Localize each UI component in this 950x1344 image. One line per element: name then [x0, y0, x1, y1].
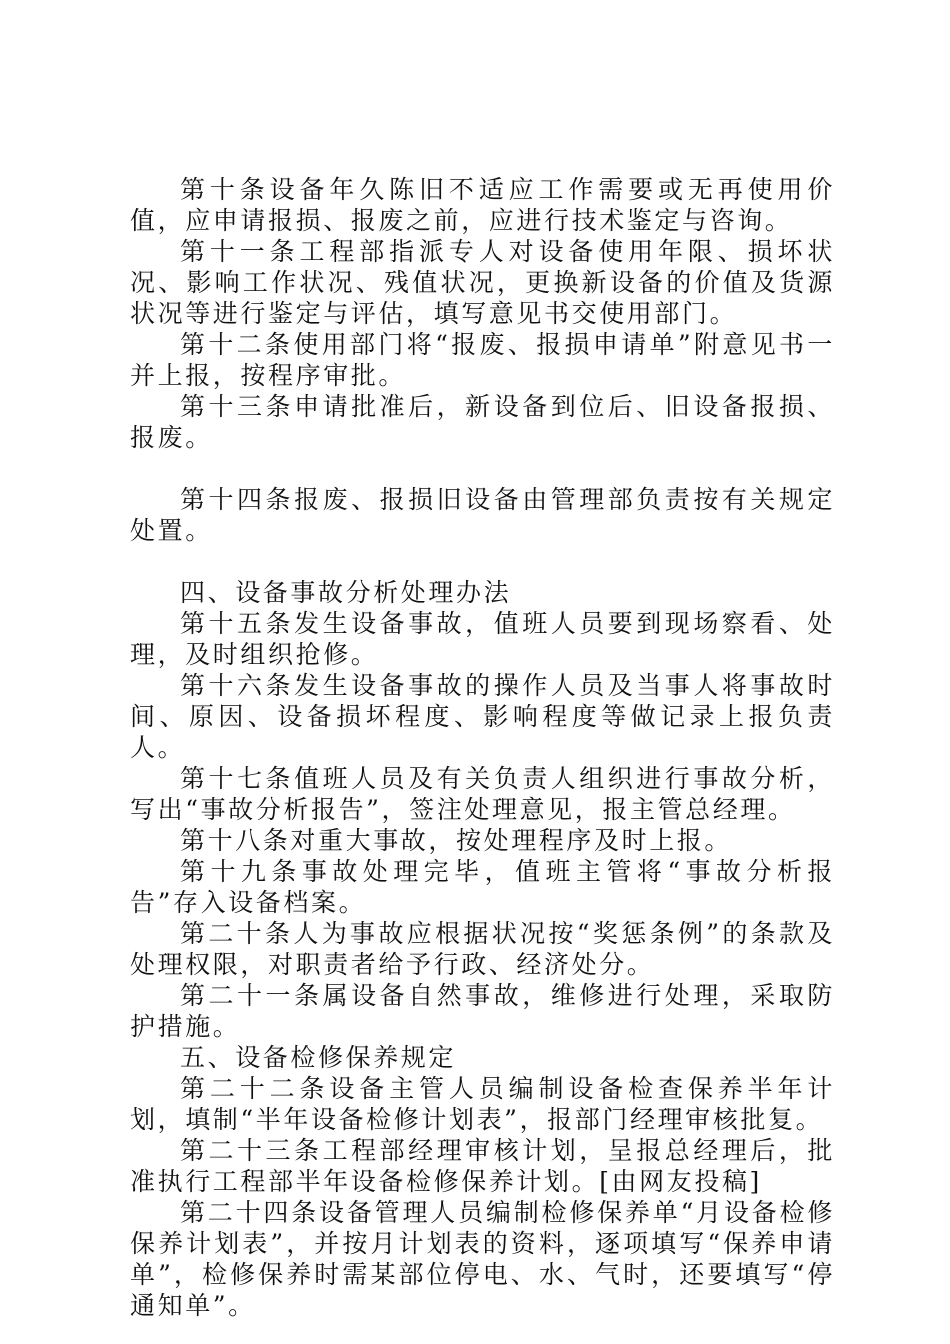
clause-14: 第十四条报废、报损旧设备由管理部负责按有关规定处置。	[130, 485, 835, 545]
clause-11: 第十一条工程部指派专人对设备使用年限、损坏状况、影响工作状况、残值状况，更换新设备的价值及货源状况等进行鉴定与评估，填写意见书交使用部门。	[130, 237, 835, 328]
section-heading-4: 四、设备事故分析处理办法	[180, 578, 512, 607]
section-heading-5: 五、设备检修保养规定	[180, 1043, 457, 1072]
clause-21: 第二十一条属设备自然事故，维修进行处理，采取防护措施。	[130, 981, 835, 1041]
clause-13: 第十三条申请批准后，新设备到位后、旧设备报损、报废。	[130, 392, 835, 452]
clause-20: 第二十条人为事故应根据状况按“奖惩条例”的条款及处理权限，对职责者给予行政、经济处分。	[130, 919, 835, 979]
blank-line	[130, 453, 835, 484]
clause-15: 第十五条发生设备事故，值班人员要到现场察看、处理，及时组织抢修。	[130, 609, 835, 669]
clause-16: 第十六条发生设备事故的操作人员及当事人将事故时间、原因、设备损坏程度、影响程度等做记录上报负责人。	[130, 671, 835, 762]
blank-line	[130, 546, 835, 577]
clause-19: 第十九条事故处理完毕，值班主管将“事故分析报告”存入设备档案。	[130, 857, 835, 917]
clause-10: 第十条设备年久陈旧不适应工作需要或无再使用价值，应申请报损、报废之前，应进行技术鉴定与咨询。	[130, 175, 835, 235]
clause-24: 第二十四条设备管理人员编制检修保养单“月设备检修保养计划表”，并按月计划表的资料，逐项填写“保养申请单”，检修保养时需某部位停电、水、气时，还要填写“停通知单”。	[130, 1198, 835, 1320]
clause-18: 第十八条对重大事故，按处理程序及时上报。	[180, 826, 733, 855]
clause-22: 第二十二条设备主管人员编制设备检查保养半年计划，填制“半年设备检修计划表”，报部门经理审核批复。	[130, 1074, 835, 1134]
clause-23: 第二十三条工程部经理审核计划，呈报总经理后，批准执行工程部半年设备检修保养计划。[由网友投稿]	[130, 1136, 835, 1196]
clause-17: 第十七条值班人员及有关负责人组织进行事故分析，写出“事故分析报告”，签注处理意见，报主管总经理。	[130, 764, 835, 824]
document-body	[130, 174, 835, 1321]
clause-12: 第十二条使用部门将“报废、报损申请单”附意见书一并上报，按程序审批。	[130, 330, 835, 390]
